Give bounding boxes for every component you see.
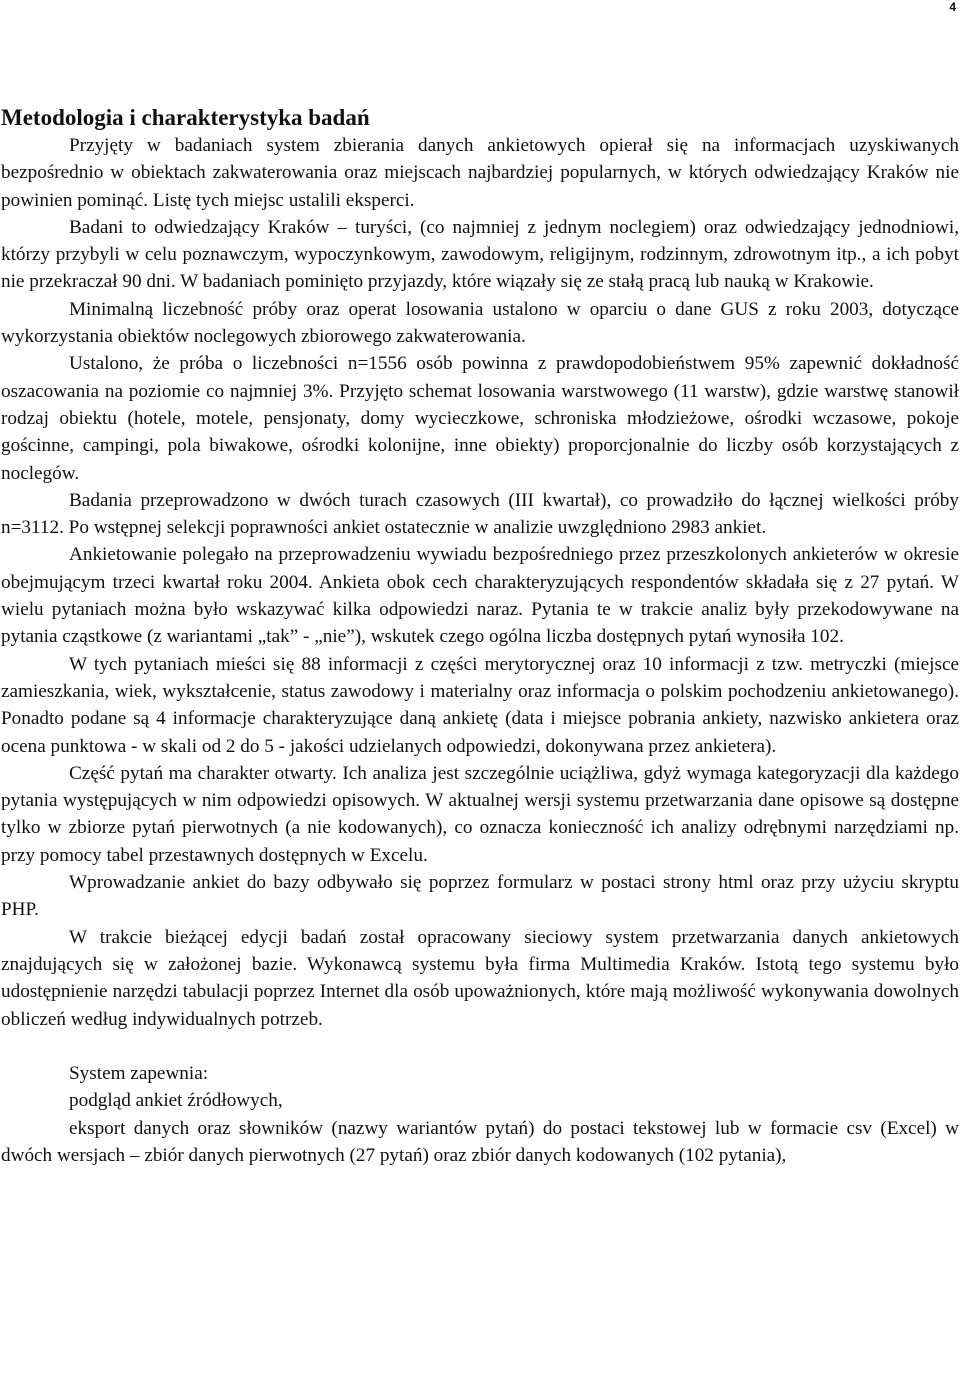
system-item-export: eksport danych oraz słowników (nazwy wariantów pytań) do postaci tekstowej lub w formacie csv (Excel) w dwóch wersjach – zbiór danych pierwotnych (27 pytań) oraz zbiór danych kodowanych (102 pytania), xyxy=(1,1117,959,1166)
paragraph-respondents: Badani to odwiedzający Kraków – turyści, (co najmniej z jednym noclegiem) oraz odwiedzający jednodniowi, którzy przybyli w celu poznawczym, wypoczynkowym, zawodowym, religijnym, rodzinnym, zdrowotnym itp., a ich pobyt nie przekraczał 90 dni. W badaniach pominięto przyjazdy, które wiązały się ze stałą pracą lub nauką w Krakowie. xyxy=(1,216,959,293)
system-intro: System zapewnia: xyxy=(69,1063,209,1085)
page-number: 4 xyxy=(949,0,956,14)
paragraph-interviews: Ankietowanie polegało na przeprowadzeniu wywiadu bezpośredniego przez przeszkolonych ankieterów w okresie obejmującym trzeci kwartał roku 2004. Ankieta obok cech charakteryzujących respondentów składała się z 27 pytań. W wielu pytaniach można było wskazywać kilka odpowiedzi naraz. Pytania te w trakcie analiz były przekodowywane na pytania cząstkowe (z wariantami „tak” - „nie”), wskutek czego ogólna liczba dostępnych pytań wynosiła 102. xyxy=(1,544,959,648)
paragraph-processing-system: W trakcie bieżącej edycji badań został opracowany sieciowy system przetwarzania danych ankietowych znajdujących się w założonej bazie. Wykonawcą systemu była firma Multimedia Kraków. Istotą tego systemu było udostępnienie narzędzi tabulacji poprzez Internet dla osób upoważnionych, które mają możliwość wykonywania dowolnych obliczeń według indywidualnych potrzeb. xyxy=(1,926,959,1030)
section-title: Metodologia i charakterystyka badań xyxy=(1,105,370,130)
paragraph-information-items: W tych pytaniach mieści się 88 informacji z części merytorycznej oraz 10 informacji z tzw. metryczki (miejsce zamieszkania, wiek, wykształcenie, status zawodowy i materialny oraz informacja o polskim pochodzeniu ankietowanego). Ponadto podane są 4 informacje charakteryzujące daną ankietę (data i miejsce pobrania ankiety, nazwisko ankietera oraz ocena punktowa - w skali od 2 do 5 - jakości udzielanych odpowiedzi, dokonywana przez ankietera). xyxy=(1,653,959,757)
document-body xyxy=(1,104,959,1169)
paragraph-sampling-scheme: Ustalono, że próba o liczebności n=1556 osób powinna z prawdopodobieństwem 95% zapewnić dokładność oszacowania na poziomie co najmniej 3%. Przyjęto schemat losowania warstwowego (11 warstw), gdzie warstwę stanowił rodzaj obiektu (hotele, motele, pensjonaty, domy wycieczkowe, schroniska młodzieżowe, ośrodki wczasowe, pokoje gościnne, campingi, pola biwakowe, ośrodki kolonijne, inne obiekty) proporcjonalnie do liczby osób korzystających z noclegów. xyxy=(1,353,959,484)
paragraph-data-entry: Wprowadzanie ankiet do bazy odbywało się poprzez formularz w postaci strony html oraz przy użyciu skryptu PHP. xyxy=(1,872,959,921)
blank-line xyxy=(1,1033,959,1060)
paragraph-open-questions: Część pytań ma charakter otwarty. Ich analiza jest szczególnie uciążliwa, gdyż wymaga kategoryzacji dla każdego pytania występujących w nim odpowiedzi opisowych. W aktualnej wersji systemu przetwarzania dane opisowe są dostępne tylko w zbiorze pytań pierwotnych (a nie kodowanych), co oznacza konieczność ich analizy odrębnymi narzędziami np. przy pomocy tabel przestawnych dostępnych w Excelu. xyxy=(1,762,959,866)
paragraph-sample-size: Minimalną liczebność próby oraz operat losowania ustalono w oparciu o dane GUS z roku 2003, dotyczące wykorzystania obiektów noclegowych zbiorowego zakwaterowania. xyxy=(1,298,959,348)
paragraph-survey-rounds: Badania przeprowadzono w dwóch turach czasowych (III kwartał), co prowadziło do łącznej wielkości próby n=3112. Po wstępnej selekcji poprawności ankiet ostatecznie w analizie uwzględniono 2983 ankiet. xyxy=(1,489,959,539)
system-item-preview: podgląd ankiet źródłowych, xyxy=(69,1090,283,1112)
paragraph-data-collection: Przyjęty w badaniach system zbierania danych ankietowych opierał się na informacjach uzyskiwanych bezpośrednio w obiektach zakwaterowania oraz miejscach najbardziej popularnych, w których odwiedzający Kraków nie powinien pominąć. Listę tych miejsc ustalili eksperci. xyxy=(1,135,959,211)
